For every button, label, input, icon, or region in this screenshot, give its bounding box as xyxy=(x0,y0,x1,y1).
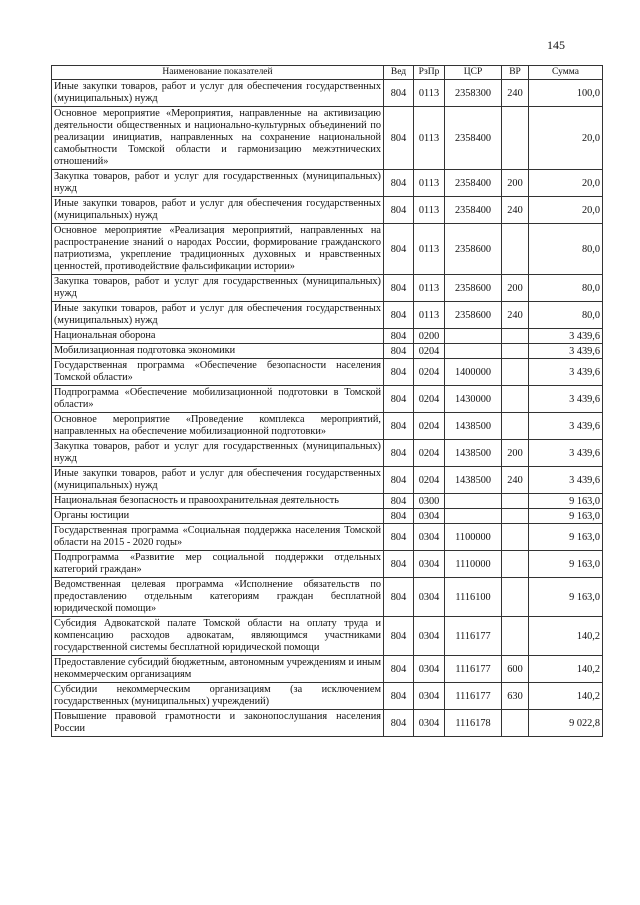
cell-ved: 804 xyxy=(384,710,414,737)
cell-vr xyxy=(502,617,529,656)
cell-csr: 1116177 xyxy=(445,617,502,656)
cell-name: Основное мероприятие «Проведение комплекса мероприятий, направленных на обеспечение мобилизационной подготовки» xyxy=(52,413,384,440)
cell-csr xyxy=(445,344,502,359)
table-row xyxy=(52,344,603,359)
cell-rzpr: 0204 xyxy=(414,440,445,467)
cell-csr: 2358600 xyxy=(445,224,502,275)
table-row xyxy=(52,275,603,302)
cell-sum: 3 439,6 xyxy=(529,386,603,413)
cell-vr xyxy=(502,524,529,551)
cell-name: Национальная оборона xyxy=(52,329,384,344)
cell-rzpr: 0304 xyxy=(414,710,445,737)
cell-ved: 804 xyxy=(384,275,414,302)
cell-sum: 9 163,0 xyxy=(529,551,603,578)
cell-vr: 240 xyxy=(502,197,529,224)
cell-sum: 3 439,6 xyxy=(529,344,603,359)
cell-vr xyxy=(502,329,529,344)
cell-csr: 2358400 xyxy=(445,107,502,170)
cell-ved: 804 xyxy=(384,656,414,683)
cell-name: Повышение правовой грамотности и законопослушания населения России xyxy=(52,710,384,737)
table-row xyxy=(52,413,603,440)
table-row xyxy=(52,617,603,656)
cell-sum: 9 163,0 xyxy=(529,524,603,551)
cell-ved: 804 xyxy=(384,509,414,524)
cell-ved: 804 xyxy=(384,386,414,413)
cell-sum: 3 439,6 xyxy=(529,359,603,386)
cell-name: Государственная программа «Социальная поддержка населения Томской области на 2015 - 2020 годы» xyxy=(52,524,384,551)
cell-name: Закупка товаров, работ и услуг для государственных (муниципальных) нужд xyxy=(52,275,384,302)
cell-rzpr: 0113 xyxy=(414,224,445,275)
cell-name: Субсидия Адвокатской палате Томской области на оплату труда и компенсацию расходов адвокатам, являющимся участниками государственной системы бесплатной юридической помощи xyxy=(52,617,384,656)
cell-vr xyxy=(502,710,529,737)
cell-csr: 1100000 xyxy=(445,524,502,551)
table-row xyxy=(52,386,603,413)
cell-ved: 804 xyxy=(384,524,414,551)
cell-csr: 2358400 xyxy=(445,170,502,197)
cell-rzpr: 0113 xyxy=(414,170,445,197)
cell-csr xyxy=(445,329,502,344)
cell-csr: 1430000 xyxy=(445,386,502,413)
cell-sum: 80,0 xyxy=(529,224,603,275)
cell-ved: 804 xyxy=(384,344,414,359)
table-row xyxy=(52,656,603,683)
table-row xyxy=(52,329,603,344)
header-csr: ЦСР xyxy=(445,66,502,80)
cell-vr xyxy=(502,224,529,275)
cell-name: Иные закупки товаров, работ и услуг для обеспечения государственных (муниципальных) нужд xyxy=(52,80,384,107)
cell-rzpr: 0204 xyxy=(414,386,445,413)
table-row xyxy=(52,551,603,578)
cell-vr xyxy=(502,344,529,359)
cell-ved: 804 xyxy=(384,467,414,494)
cell-name: Национальная безопасность и правоохранительная деятельность xyxy=(52,494,384,509)
cell-sum: 3 439,6 xyxy=(529,440,603,467)
cell-rzpr: 0204 xyxy=(414,359,445,386)
cell-rzpr: 0304 xyxy=(414,578,445,617)
header-vr: ВР xyxy=(502,66,529,80)
cell-vr xyxy=(502,551,529,578)
table-row xyxy=(52,578,603,617)
cell-sum: 20,0 xyxy=(529,197,603,224)
cell-rzpr: 0113 xyxy=(414,80,445,107)
cell-sum: 140,2 xyxy=(529,683,603,710)
cell-name: Иные закупки товаров, работ и услуг для обеспечения государственных (муниципальных) нужд xyxy=(52,302,384,329)
cell-sum: 9 163,0 xyxy=(529,509,603,524)
table-row xyxy=(52,80,603,107)
cell-vr: 240 xyxy=(502,302,529,329)
table-row xyxy=(52,197,603,224)
cell-ved: 804 xyxy=(384,494,414,509)
cell-vr xyxy=(502,509,529,524)
cell-sum: 80,0 xyxy=(529,275,603,302)
table-row xyxy=(52,467,603,494)
cell-ved: 804 xyxy=(384,359,414,386)
cell-rzpr: 0113 xyxy=(414,197,445,224)
cell-name: Закупка товаров, работ и услуг для государственных (муниципальных) нужд xyxy=(52,440,384,467)
cell-sum: 140,2 xyxy=(529,617,603,656)
cell-vr: 630 xyxy=(502,683,529,710)
cell-vr: 200 xyxy=(502,170,529,197)
cell-csr: 2358300 xyxy=(445,80,502,107)
cell-rzpr: 0304 xyxy=(414,683,445,710)
cell-csr: 1116178 xyxy=(445,710,502,737)
cell-sum: 100,0 xyxy=(529,80,603,107)
cell-rzpr: 0304 xyxy=(414,656,445,683)
cell-name: Ведомственная целевая программа «Исполнение обязательств по предоставлению отдельным категориям граждан бесплатной юридической помощи» xyxy=(52,578,384,617)
table-header-row xyxy=(52,66,603,80)
cell-rzpr: 0304 xyxy=(414,617,445,656)
cell-ved: 804 xyxy=(384,578,414,617)
cell-vr: 240 xyxy=(502,467,529,494)
cell-csr: 1110000 xyxy=(445,551,502,578)
cell-csr: 2358600 xyxy=(445,275,502,302)
cell-name: Подпрограмма «Обеспечение мобилизационной подготовки в Томской области» xyxy=(52,386,384,413)
cell-csr: 1438500 xyxy=(445,467,502,494)
cell-name: Предоставление субсидий бюджетным, автономным учреждениям и иным некоммерческим организациям xyxy=(52,656,384,683)
cell-ved: 804 xyxy=(384,617,414,656)
table-row xyxy=(52,710,603,737)
cell-csr xyxy=(445,509,502,524)
table-row xyxy=(52,359,603,386)
cell-csr: 2358600 xyxy=(445,302,502,329)
cell-sum: 80,0 xyxy=(529,302,603,329)
cell-sum: 3 439,6 xyxy=(529,329,603,344)
cell-rzpr: 0113 xyxy=(414,107,445,170)
cell-vr: 200 xyxy=(502,440,529,467)
cell-ved: 804 xyxy=(384,302,414,329)
cell-name: Подпрограмма «Развитие мер социальной поддержки отдельных категорий граждан» xyxy=(52,551,384,578)
cell-sum: 20,0 xyxy=(529,107,603,170)
cell-rzpr: 0204 xyxy=(414,344,445,359)
table-row xyxy=(52,107,603,170)
table-row xyxy=(52,524,603,551)
cell-sum: 3 439,6 xyxy=(529,467,603,494)
budget-table xyxy=(51,65,603,737)
cell-ved: 804 xyxy=(384,551,414,578)
cell-ved: 804 xyxy=(384,197,414,224)
table-row xyxy=(52,302,603,329)
cell-name: Иные закупки товаров, работ и услуг для обеспечения государственных (муниципальных) нужд xyxy=(52,467,384,494)
cell-vr: 600 xyxy=(502,656,529,683)
table-body xyxy=(52,80,603,737)
cell-name: Основное мероприятие «Мероприятия, направленные на активизацию деятельности общественных и национально-культурных объединений по реализации инициатив, направленных на сохранение национальной самобытности Томской области и гармонизацию межэтнических отношений» xyxy=(52,107,384,170)
cell-vr xyxy=(502,359,529,386)
cell-rzpr: 0204 xyxy=(414,467,445,494)
cell-name: Основное мероприятие «Реализация мероприятий, направленных на распространение знаний о народах России, формирование гражданского патриотизма, укрепление традиционных духовных и нравственных ценностей, противодействие фальсификации истории» xyxy=(52,224,384,275)
cell-vr xyxy=(502,578,529,617)
cell-csr: 1116177 xyxy=(445,683,502,710)
header-name: Наименование показателей xyxy=(52,66,384,80)
cell-rzpr: 0300 xyxy=(414,494,445,509)
cell-rzpr: 0304 xyxy=(414,551,445,578)
cell-csr: 1400000 xyxy=(445,359,502,386)
cell-vr xyxy=(502,413,529,440)
cell-sum: 9 163,0 xyxy=(529,494,603,509)
table-row xyxy=(52,509,603,524)
table-row xyxy=(52,224,603,275)
cell-rzpr: 0304 xyxy=(414,509,445,524)
cell-ved: 804 xyxy=(384,440,414,467)
cell-name: Государственная программа «Обеспечение безопасности населения Томской области» xyxy=(52,359,384,386)
header-rzpr: РзПр xyxy=(414,66,445,80)
cell-ved: 804 xyxy=(384,329,414,344)
cell-csr: 2358400 xyxy=(445,197,502,224)
cell-csr xyxy=(445,494,502,509)
cell-csr: 1116177 xyxy=(445,656,502,683)
cell-sum: 9 163,0 xyxy=(529,578,603,617)
cell-name: Иные закупки товаров, работ и услуг для обеспечения государственных (муниципальных) нужд xyxy=(52,197,384,224)
cell-csr: 1438500 xyxy=(445,413,502,440)
table-row xyxy=(52,683,603,710)
cell-rzpr: 0200 xyxy=(414,329,445,344)
cell-name: Закупка товаров, работ и услуг для государственных (муниципальных) нужд xyxy=(52,170,384,197)
header-sum: Сумма xyxy=(529,66,603,80)
cell-ved: 804 xyxy=(384,80,414,107)
cell-rzpr: 0204 xyxy=(414,413,445,440)
page-number: 145 xyxy=(547,38,565,52)
cell-rzpr: 0113 xyxy=(414,302,445,329)
cell-sum: 20,0 xyxy=(529,170,603,197)
cell-sum: 140,2 xyxy=(529,656,603,683)
cell-ved: 804 xyxy=(384,107,414,170)
cell-csr: 1116100 xyxy=(445,578,502,617)
table-row xyxy=(52,170,603,197)
header-ved: Вед xyxy=(384,66,414,80)
cell-ved: 804 xyxy=(384,224,414,275)
cell-name: Субсидии некоммерческим организациям (за исключением государственных (муниципальных) учреждений) xyxy=(52,683,384,710)
cell-ved: 804 xyxy=(384,683,414,710)
cell-rzpr: 0113 xyxy=(414,275,445,302)
cell-vr xyxy=(502,494,529,509)
cell-name: Мобилизационная подготовка экономики xyxy=(52,344,384,359)
table-row xyxy=(52,494,603,509)
cell-vr xyxy=(502,107,529,170)
cell-ved: 804 xyxy=(384,170,414,197)
cell-vr: 240 xyxy=(502,80,529,107)
table-row xyxy=(52,440,603,467)
cell-name: Органы юстиции xyxy=(52,509,384,524)
cell-vr: 200 xyxy=(502,275,529,302)
cell-sum: 3 439,6 xyxy=(529,413,603,440)
cell-vr xyxy=(502,386,529,413)
cell-ved: 804 xyxy=(384,413,414,440)
cell-sum: 9 022,8 xyxy=(529,710,603,737)
cell-csr: 1438500 xyxy=(445,440,502,467)
cell-rzpr: 0304 xyxy=(414,524,445,551)
